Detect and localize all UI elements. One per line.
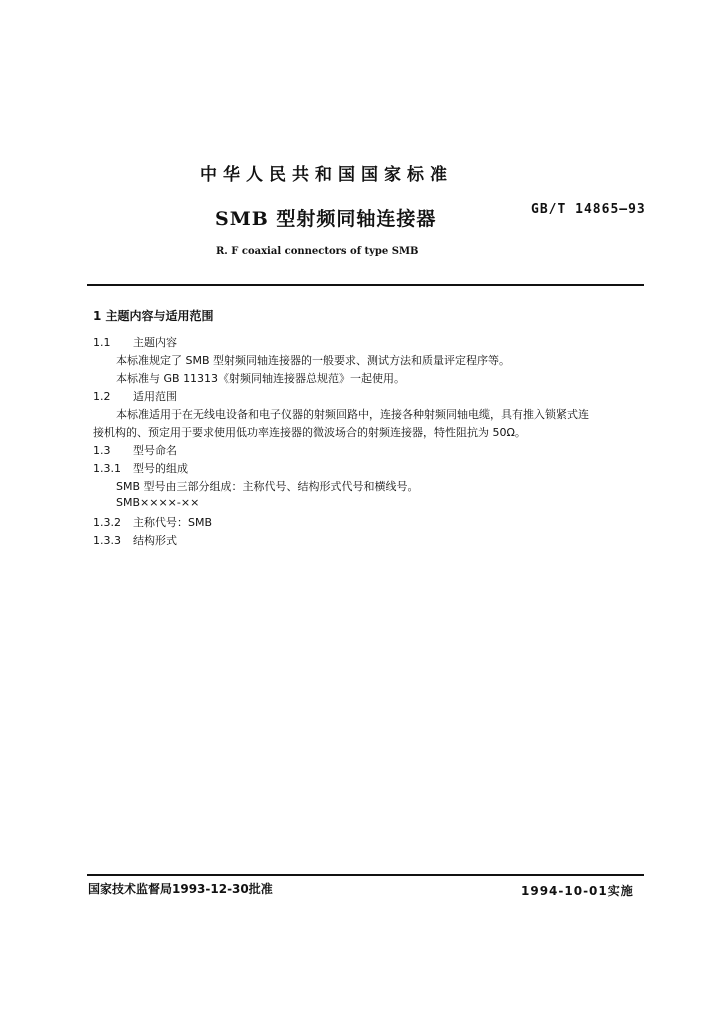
clause-number: 1.3 bbox=[93, 444, 111, 457]
clause-number: 1.3.3 bbox=[93, 534, 121, 547]
section-heading: 1 主题内容与适用范围 bbox=[93, 309, 214, 323]
clause-1-3-1 bbox=[93, 460, 188, 476]
clause-number: 1.3.2 bbox=[93, 516, 121, 529]
document-title: SMB 型射频同轴连接器 bbox=[215, 208, 437, 230]
clause-text: 主题内容 bbox=[133, 336, 177, 349]
paragraph-line: 本标准规定了 SMB 型射频同轴连接器的一般要求、测试方法和质量评定程序等。 bbox=[116, 354, 511, 367]
clause-1-3 bbox=[93, 442, 177, 458]
clause-text: 型号的组成 bbox=[133, 462, 188, 475]
clause-1-3-2 bbox=[93, 514, 212, 530]
clause-number: 1.1 bbox=[93, 336, 111, 349]
clause-1-2 bbox=[93, 388, 177, 404]
standard-number: GB/T 14865—93 bbox=[531, 202, 646, 217]
clause-number: 1.3.1 bbox=[93, 462, 121, 475]
clause-text: 适用范围 bbox=[133, 390, 177, 403]
clause-text: 结构形式 bbox=[133, 534, 177, 547]
paragraph-line: 本标准适用于在无线电设备和电子仪器的射频回路中，连接各种射频同轴电缆，具有推入锁紧式连 bbox=[116, 408, 589, 421]
clause-text: 主称代号：SMB bbox=[133, 516, 213, 529]
footer-divider bbox=[87, 874, 644, 876]
english-title: R. F coaxial connectors of type SMB bbox=[216, 246, 419, 257]
approval-date: 国家技术监督局1993-12-30批准 bbox=[88, 882, 273, 896]
clause-1-1 bbox=[93, 334, 177, 350]
paragraph-line: 本标准与 GB 11313《射频同轴连接器总规范》一起使用。 bbox=[116, 372, 406, 385]
header-divider bbox=[87, 284, 644, 286]
clause-text: 型号命名 bbox=[133, 444, 177, 457]
clause-number: 1.2 bbox=[93, 390, 111, 403]
paragraph-line: SMB 型号由三部分组成：主称代号、结构形式代号和横线号。 bbox=[116, 480, 419, 493]
paragraph-line: 接机构的、预定用于要求使用低功率连接器的微波场合的射频连接器，特性阻抗为 50Ω。 bbox=[93, 426, 526, 439]
national-standard-heading: 中华人民共和国国家标准 bbox=[200, 165, 453, 185]
clause-1-3-3 bbox=[93, 532, 177, 548]
model-format: SMB××××-×× bbox=[116, 496, 200, 509]
implementation-date: 1994-10-01实施 bbox=[521, 884, 634, 898]
